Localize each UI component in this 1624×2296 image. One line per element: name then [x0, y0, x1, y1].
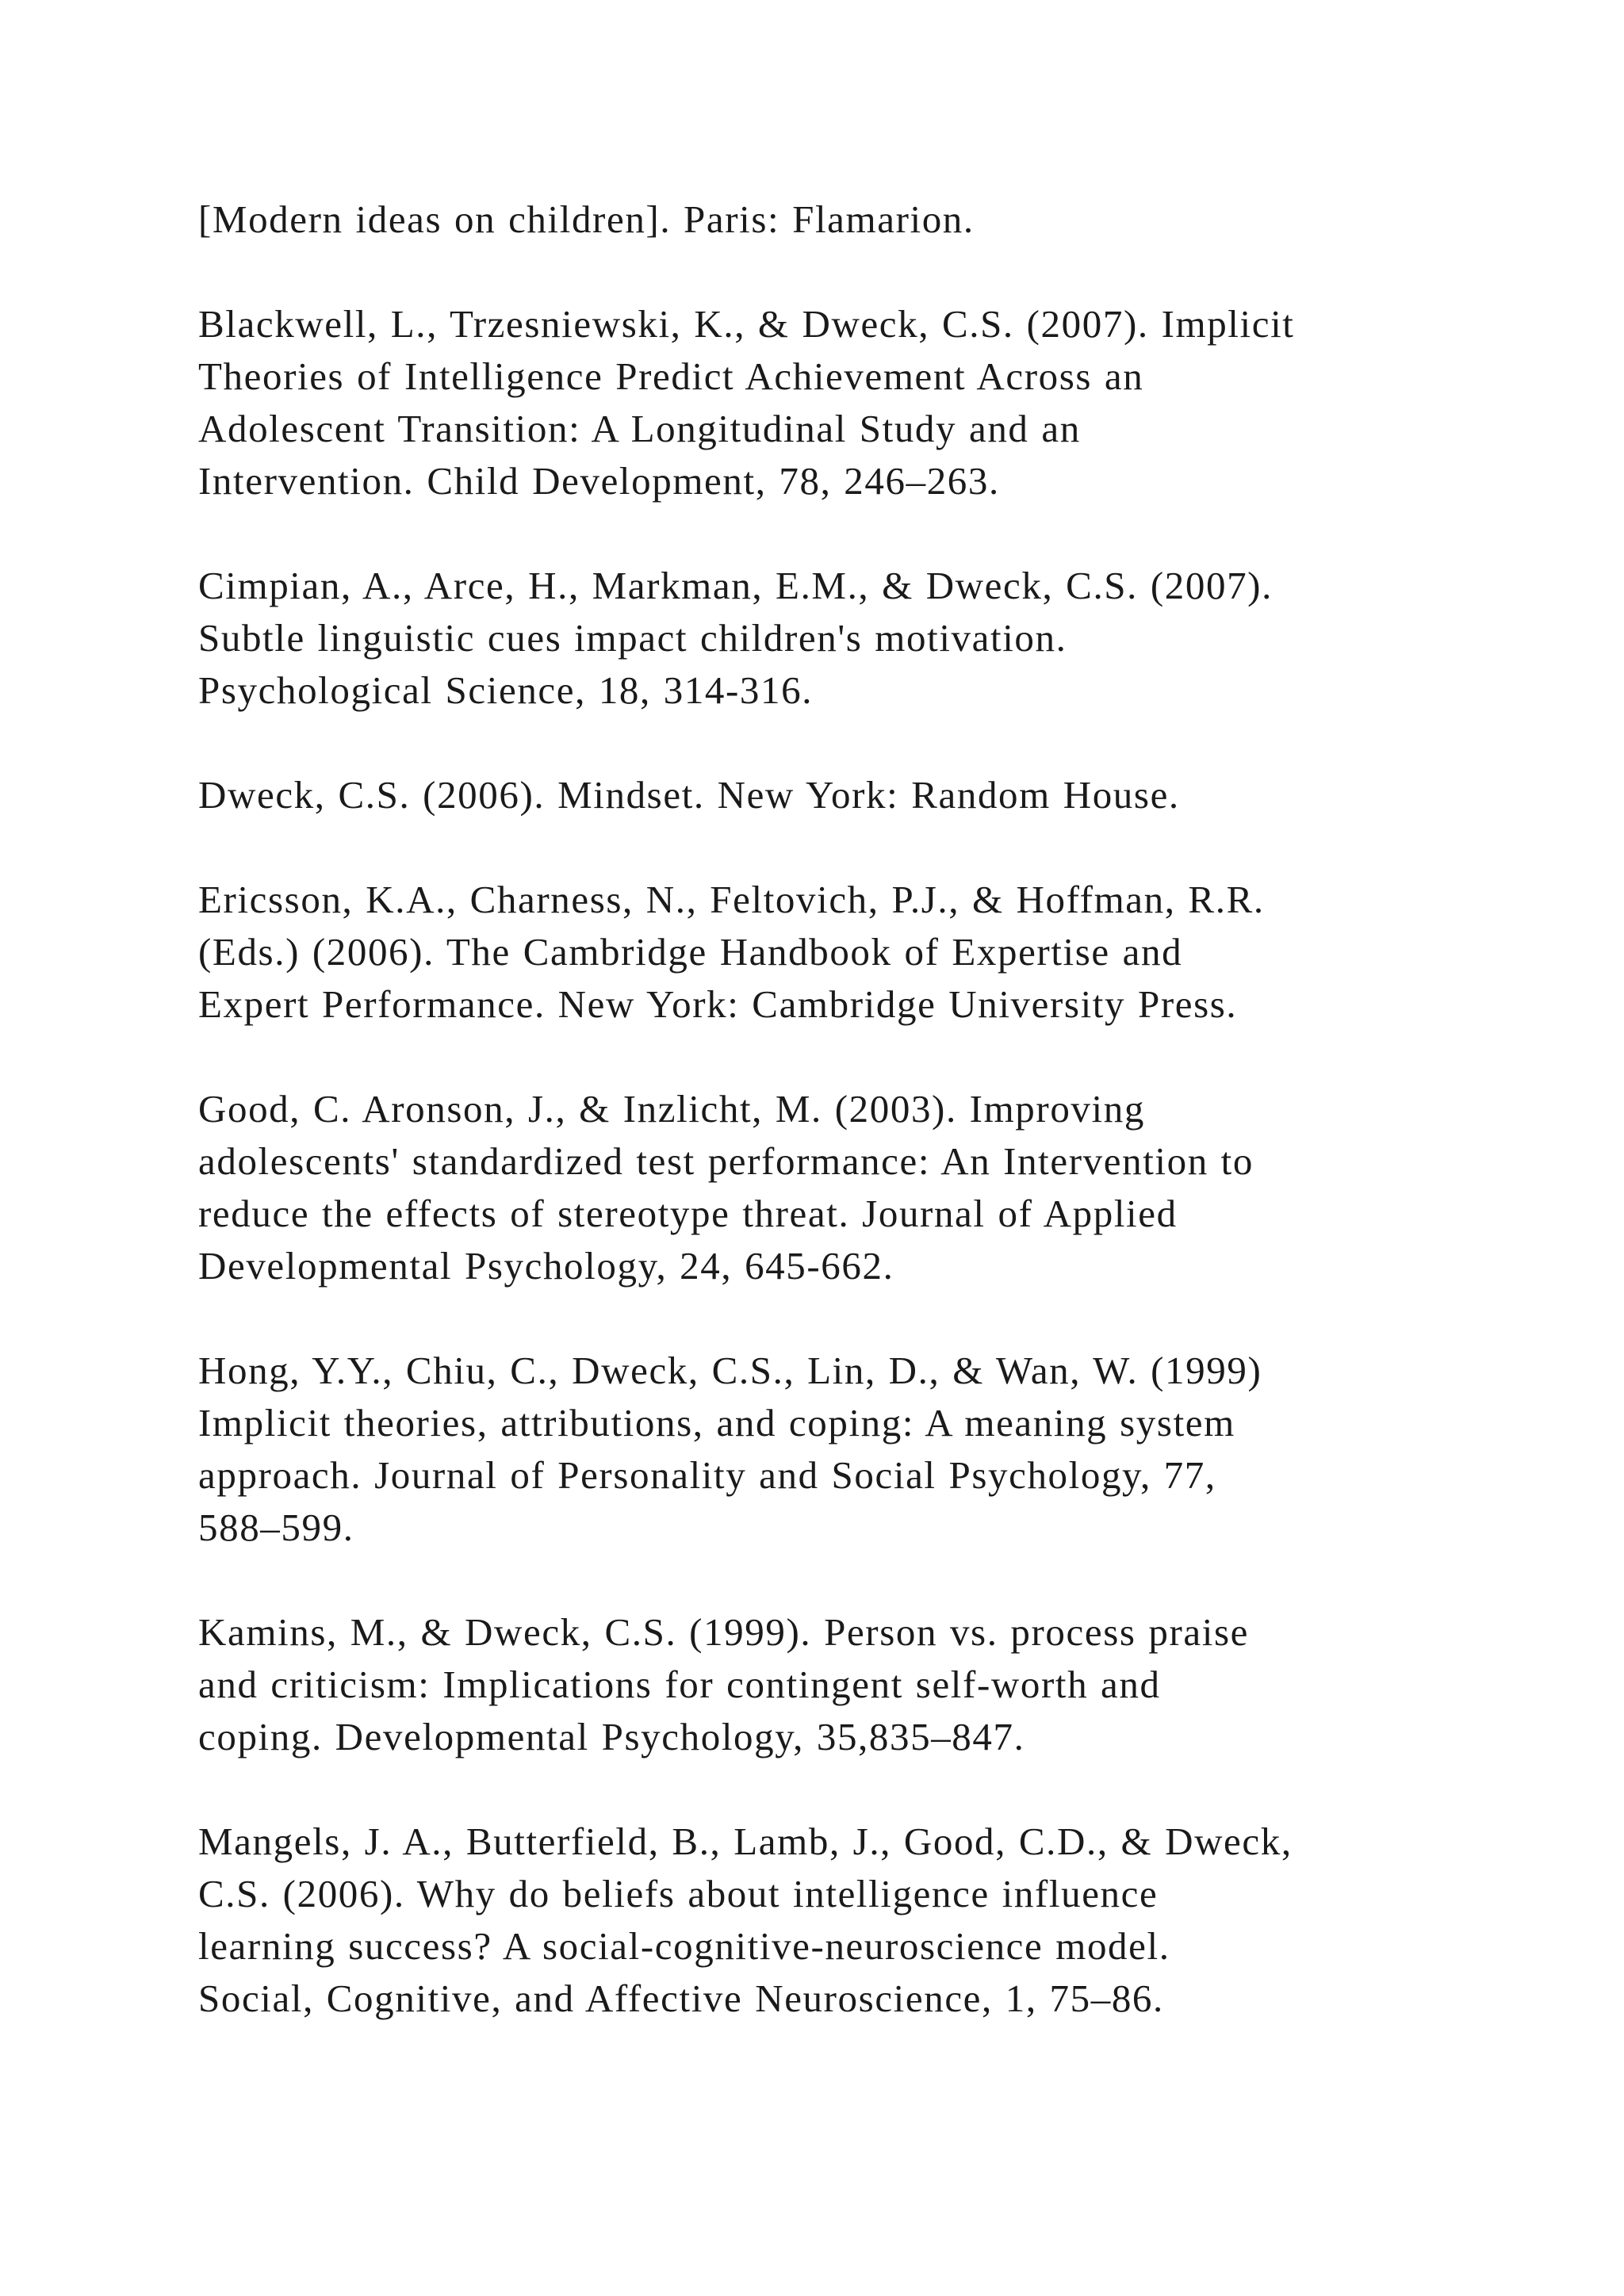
reference-line: Expert Performance. New York: Cambridge University Press.: [198, 982, 1238, 1026]
reference-line: Dweck, C.S. (2006). Mindset. New York: Random House.: [198, 773, 1180, 817]
reference-line: Hong, Y.Y., Chiu, C., Dweck, C.S., Lin, D., & Wan, W. (1999): [198, 1349, 1262, 1392]
reference-line: Intervention. Child Development, 78, 246–263.: [198, 459, 1000, 503]
reference-line: Subtle linguistic cues impact children's motivation.: [198, 616, 1067, 660]
reference-entry: [198, 1816, 1499, 2025]
reference-line: (Eds.) (2006). The Cambridge Handbook of Expertise and: [198, 930, 1183, 974]
reference-line: reduce the effects of stereotype threat. Journal of Applied: [198, 1192, 1178, 1235]
reference-line: adolescents' standardized test performance: An Intervention to: [198, 1139, 1254, 1183]
reference-entry: [198, 1345, 1499, 1554]
reference-line: Cimpian, A., Arce, H., Markman, E.M., & Dweck, C.S. (2007).: [198, 564, 1273, 607]
reference-entry: [198, 1606, 1499, 1763]
reference-line: approach. Journal of Personality and Social Psychology, 77,: [198, 1453, 1216, 1497]
reference-entry: [198, 193, 1499, 246]
reference-entry: [198, 298, 1499, 507]
reference-line: Blackwell, L., Trzesniewski, K., & Dweck, C.S. (2007). Implicit: [198, 302, 1295, 346]
reference-line: Implicit theories, attributions, and coping: A meaning system: [198, 1401, 1235, 1445]
reference-line: Developmental Psychology, 24, 645-662.: [198, 1244, 894, 1288]
reference-entry: [198, 560, 1499, 717]
reference-line: 588–599.: [198, 1506, 354, 1549]
reference-line: Theories of Intelligence Predict Achievement Across an: [198, 354, 1144, 398]
reference-entry: [198, 1083, 1499, 1292]
reference-line: Adolescent Transition: A Longitudinal Study and an: [198, 407, 1081, 450]
reference-line: [Modern ideas on children]. Paris: Flamarion.: [198, 197, 975, 241]
reference-line: and criticism: Implications for contingent self-worth and: [198, 1663, 1161, 1706]
reference-line: Mangels, J. A., Butterfield, B., Lamb, J., Good, C.D., & Dweck,: [198, 1820, 1293, 1863]
reference-entry: [198, 874, 1499, 1031]
reference-line: Good, C. Aronson, J., & Inzlicht, M. (2003). Improving: [198, 1087, 1145, 1131]
reference-entry: [198, 769, 1499, 821]
reference-line: Kamins, M., & Dweck, C.S. (1999). Person vs. process praise: [198, 1610, 1250, 1654]
reference-line: C.S. (2006). Why do beliefs about intelligence influence: [198, 1872, 1159, 1915]
reference-list: [198, 193, 1499, 2077]
reference-line: learning success? A social-cognitive-neuroscience model.: [198, 1924, 1170, 1968]
reference-line: Social, Cognitive, and Affective Neuroscience, 1, 75–86.: [198, 1976, 1164, 2020]
reference-line: coping. Developmental Psychology, 35,835–847.: [198, 1715, 1025, 1758]
reference-line: Psychological Science, 18, 314-316.: [198, 668, 814, 712]
reference-line: Ericsson, K.A., Charness, N., Feltovich, P.J., & Hoffman, R.R.: [198, 878, 1265, 921]
